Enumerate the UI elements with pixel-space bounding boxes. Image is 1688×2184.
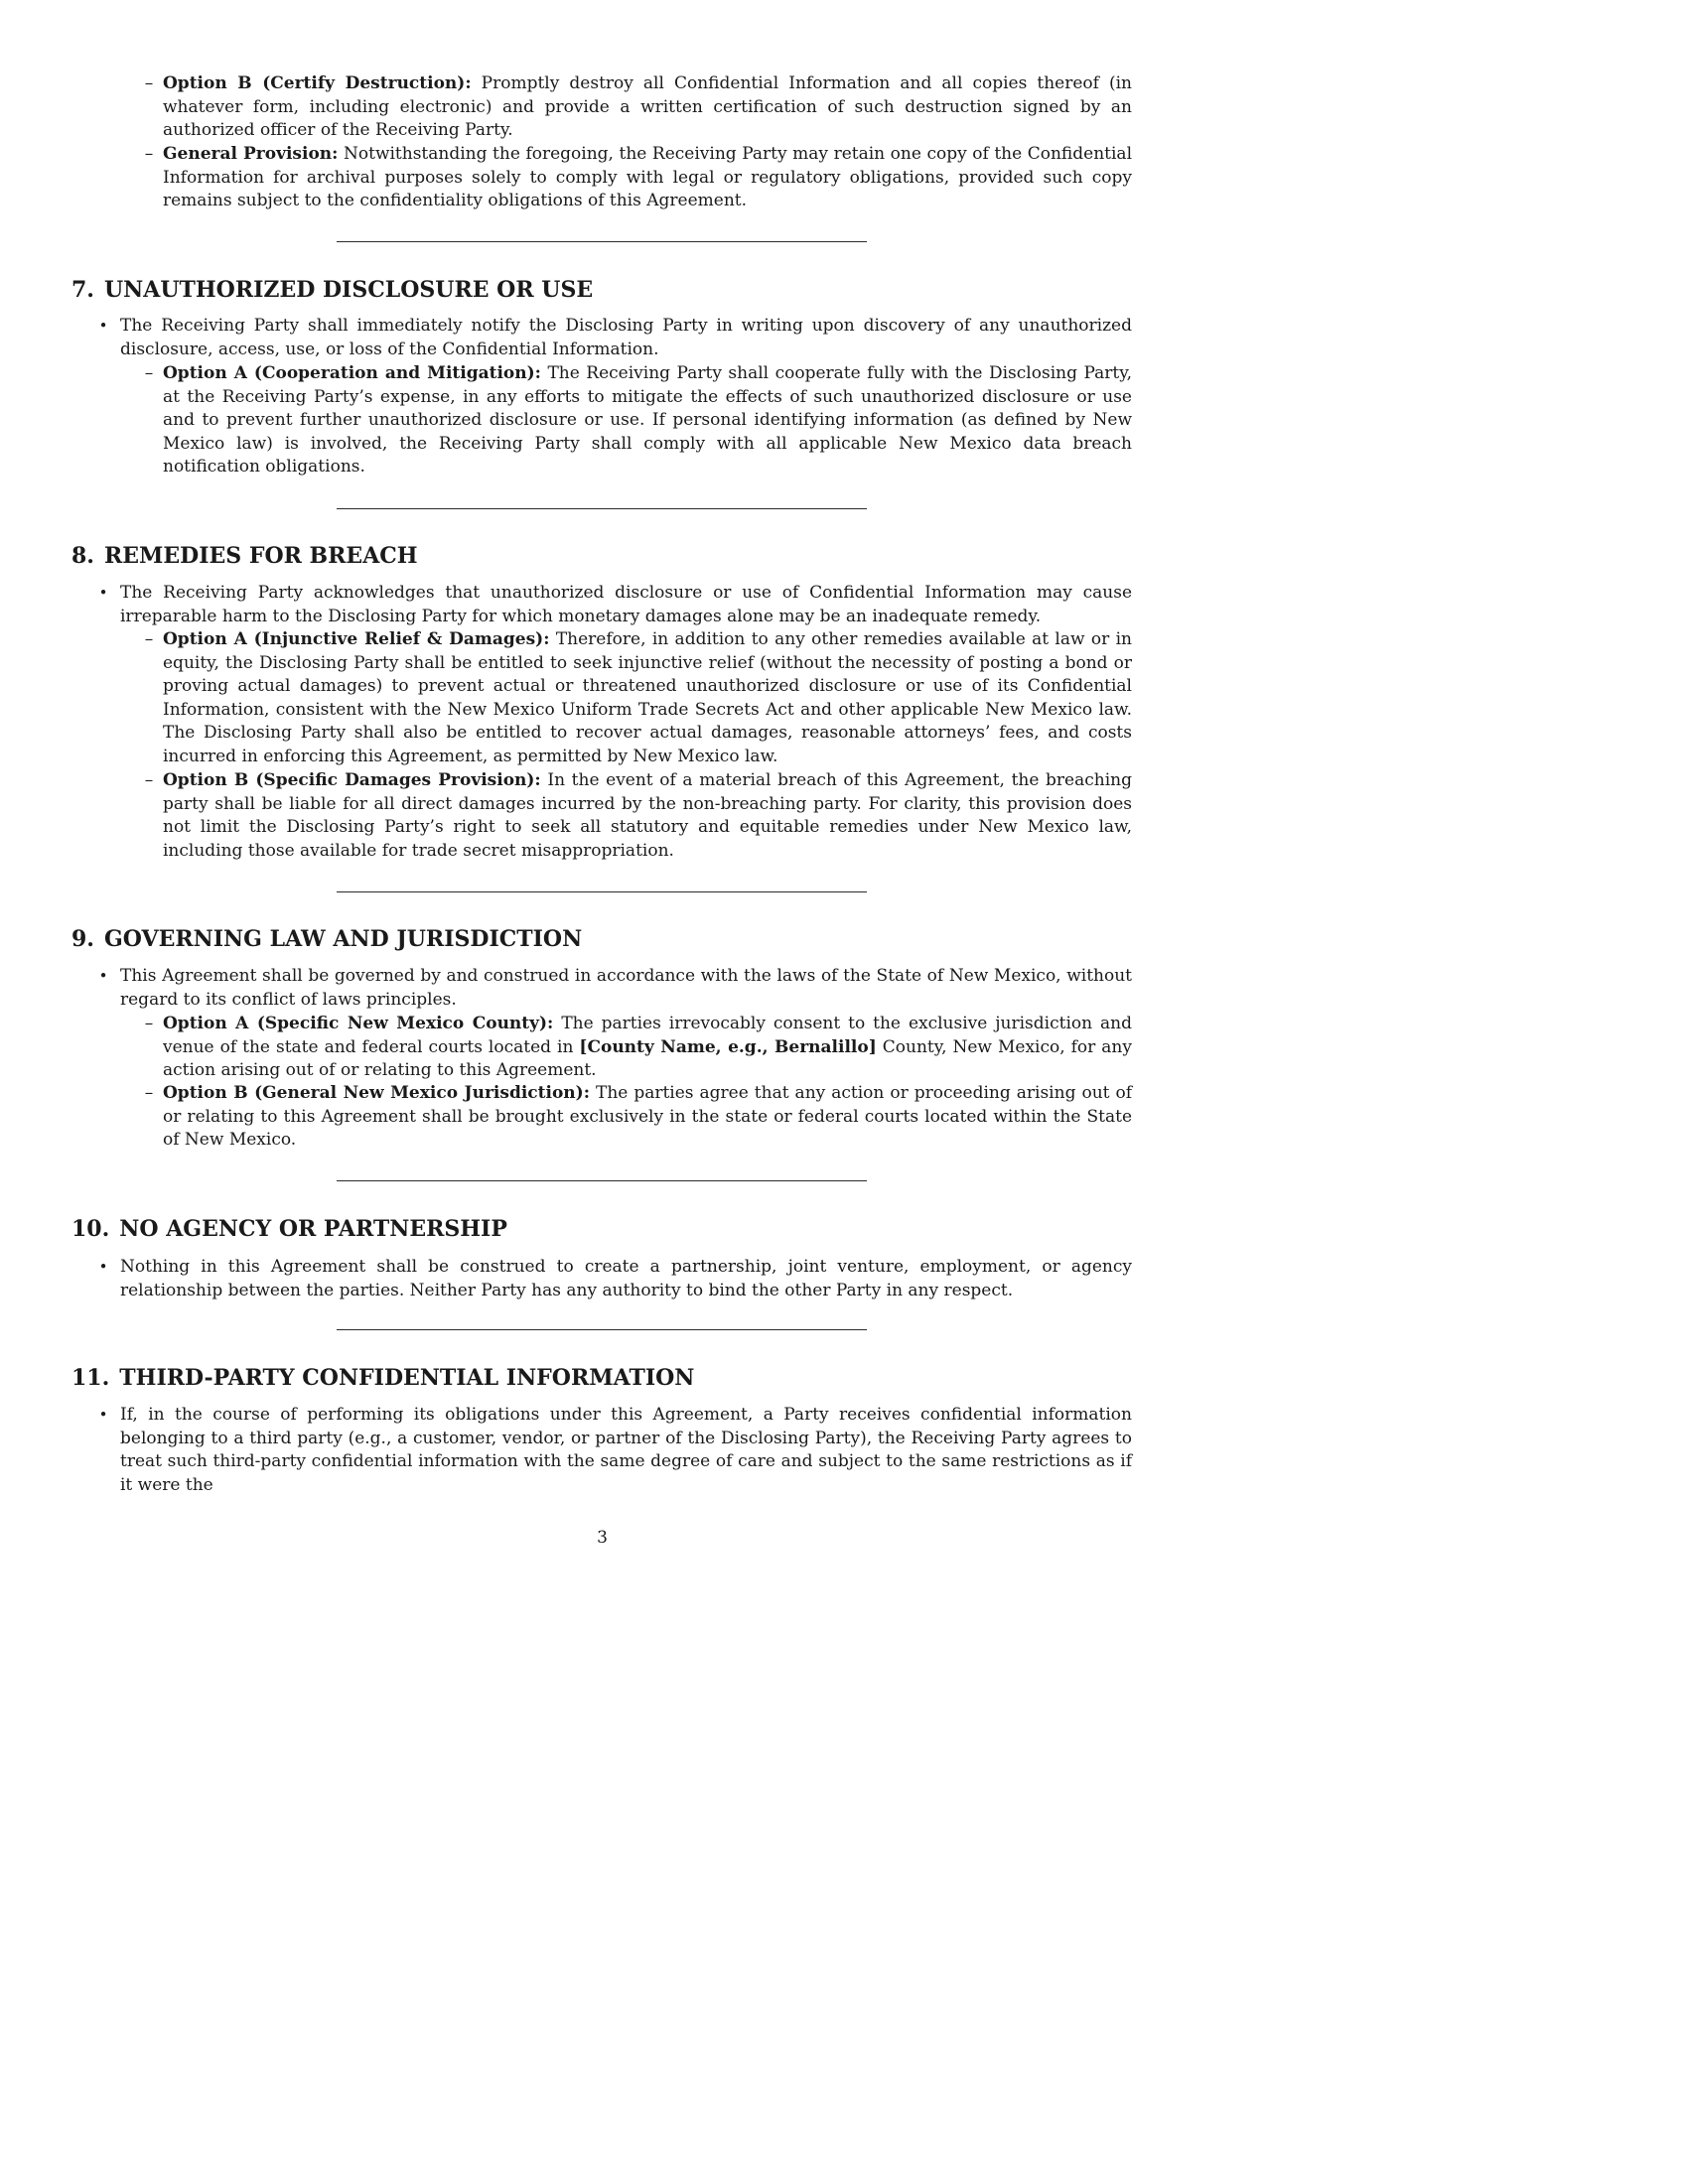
option-text: In the event of a material breach of this Agreement, the breaching party shall be liable for all direct damages incurred by the non-breaching party. For clarity, this provision does not limit the Disclosing Party’s right to seek all statutory and equitable remedies under New Mexico law, including those available for trade secret misappropriation. <box>163 770 1132 861</box>
section-divider <box>337 1180 867 1181</box>
bullet-text: This Agreement shall be governed by and construed in accordance with the laws of the State of New Mexico, without regard to its conflict of laws principles. <box>120 966 1132 1010</box>
section-divider <box>337 508 867 509</box>
option-item <box>163 362 1132 479</box>
option-label: Option B (General New Mexico Jurisdiction): <box>163 1083 590 1103</box>
option-text: Promptly destroy all Confidential Information and all copies thereof (in whatever form, including electronic) and provide a written certification of such destruction signed by an authorized officer of the Receiving Party. <box>163 73 1133 141</box>
section-title: THIRD-PARTY CONFIDENTIAL INFORMATION <box>119 1365 695 1391</box>
option-item <box>163 1013 1132 1083</box>
option-item <box>163 628 1132 769</box>
section-heading <box>71 1215 507 1243</box>
dash-marker: – <box>144 1083 154 1103</box>
option-text: The parties irrevocably consent to the exclusive jurisdiction and venue of the state and federal courts located in <box>163 1014 1133 1057</box>
section-title: REMEDIES FOR BREACH <box>103 543 418 569</box>
dash-marker: – <box>144 629 154 649</box>
bullet-marker: • <box>98 317 108 335</box>
dash-marker: – <box>144 73 154 93</box>
option-text: The Receiving Party shall cooperate fully with the Disclosing Party, at the Receiving Party’s expense, in any efforts to mitigate the effects of such unauthorized disclosure or use and to prevent further unauthorized disclosure or use. If personal identifying information (as defined by New Mexico law) is involved, the Receiving Party shall comply with all applicable New Mexico data breach notification obligations. <box>163 363 1132 478</box>
bullet-text: If, in the course of performing its obligations under this Agreement, a Party receives confidential information belonging to a third party (e.g., a customer, vendor, or partner of the Disclosing Party), the Receiving Party agrees to treat such third-party confidential information with the same degree of care and subject to the same restrictions as if it were the <box>120 1405 1132 1495</box>
bullet-text: The Receiving Party acknowledges that unauthorized disclosure or use of Confidential Information may cause irreparable harm to the Disclosing Party for which monetary damages alone may be an inadequate remedy. <box>120 583 1132 626</box>
section-number: 10. <box>71 1216 110 1242</box>
section-title: UNAUTHORIZED DISCLOSURE OR USE <box>103 277 594 303</box>
section-number: 11. <box>71 1365 110 1391</box>
option-item <box>163 72 1132 143</box>
bullet-marker: • <box>98 1406 108 1424</box>
option-text: Notwithstanding the foregoing, the Receiving Party may retain one copy of the Confidential Information for archival purposes solely to comply with legal or regulatory obligations, provided such copy remains subject to the confidentiality obligations of this Agreement. <box>163 144 1133 211</box>
county-placeholder: [County Name, e.g., Bernalillo] <box>579 1036 877 1057</box>
dash-marker: – <box>144 1014 154 1033</box>
section-heading <box>71 925 582 953</box>
option-item <box>163 143 1132 213</box>
dash-marker: – <box>144 363 154 383</box>
page-number: 3 <box>597 1528 608 1548</box>
bullet-text: The Receiving Party shall immediately notify the Disclosing Party in writing upon discovery of any unauthorized disclosure, access, use, or loss of the Confidential Information. <box>120 316 1132 359</box>
option-label: Option A (Injunctive Relief & Damages): <box>163 629 550 649</box>
bullet-marker: • <box>98 967 108 985</box>
option-text: Therefore, in addition to any other remedies available at law or in equity, the Disclosing Party shall be entitled to seek injunctive relief (without the necessity of posting a bond or proving actual damages) to prevent actual or threatened unauthorized disclosure or use of its Confidential Information, consistent with the New Mexico Uniform Trade Secrets Act and other applicable New Mexico law. The Disclosing Party shall also be entitled to recover actual damages, reasonable attorneys’ fees, and costs incurred in enforcing this Agreement, as permitted by New Mexico law. <box>163 629 1132 766</box>
bullet-marker: • <box>98 584 108 602</box>
section-title: GOVERNING LAW AND JURISDICTION <box>103 926 583 952</box>
section-heading <box>71 542 418 570</box>
section-number: 9. <box>71 926 94 952</box>
option-label: Option B (Specific Damages Provision): <box>163 770 541 790</box>
option-label: Option B (Certify Destruction): <box>163 73 472 93</box>
option-label: General Provision: <box>163 144 339 164</box>
section-number: 7. <box>71 277 94 303</box>
option-label: Option A (Cooperation and Mitigation): <box>163 363 541 383</box>
section-divider <box>337 891 867 892</box>
dash-marker: – <box>144 770 154 790</box>
option-item <box>163 1082 1132 1153</box>
section-heading <box>71 1364 694 1392</box>
option-text: County, New Mexico, for any action arising out of or relating to this Agreement. <box>163 1036 1132 1081</box>
section-divider <box>337 1329 867 1330</box>
bullet-marker: • <box>98 1258 108 1276</box>
bullet-text: Nothing in this Agreement shall be construed to create a partnership, joint venture, employment, or agency relationship between the parties. Neither Party has any authority to bind the other Party in any respect. <box>120 1257 1132 1300</box>
option-item <box>163 769 1132 863</box>
dash-marker: – <box>144 144 154 164</box>
option-label: Option A (Specific New Mexico County): <box>163 1014 554 1033</box>
section-divider <box>337 241 867 242</box>
option-text: The parties agree that any action or proceeding arising out of or relating to this Agreement shall be brought exclusively in the state or federal courts located within the State of New Mexico. <box>163 1083 1133 1151</box>
section-title: NO AGENCY OR PARTNERSHIP <box>119 1216 507 1242</box>
section-heading <box>71 276 593 304</box>
section-number: 8. <box>71 543 94 569</box>
